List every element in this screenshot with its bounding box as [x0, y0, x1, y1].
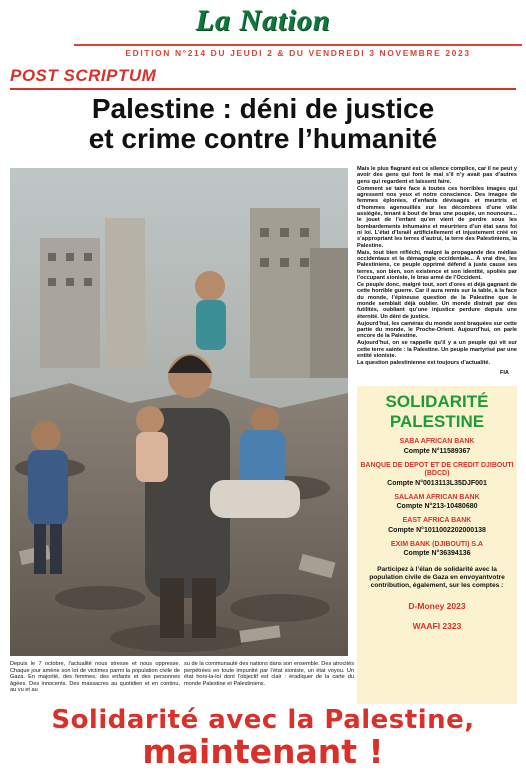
payment-option: WAAFI 2323	[412, 620, 462, 631]
article-paragraph: Mais, tout bien réfléchi, malgré la propagande des médias occidentaux et la démagogie occidentale... À vrai dire, les Palestiniens, ce peuple opprimé défend à juste cause ses terres, son bien, son existence et son identité, spoliés par l’occupant sioniste, le bras armé de l’Occident.	[357, 249, 517, 282]
solidarity-title-line-1: SOLIDARITÉ	[385, 392, 489, 411]
news-photo	[10, 168, 348, 656]
bank-name: BANQUE DE DEPOT ET DE CREDIT DJIBOUTI (BDCD)	[360, 461, 514, 477]
bank-name: EXIM BANK (DJIBOUTI) S.A	[390, 540, 484, 548]
edition-bar	[74, 44, 522, 60]
author-signature: FIA	[500, 370, 509, 376]
bank-name: EAST AFRICA BANK	[402, 517, 472, 524]
bank-account: Compte N°11589367	[403, 447, 471, 455]
bank-account: Compte N°1011002202000138	[388, 526, 486, 534]
bank-name: SABA AFRICAN BANK	[399, 438, 475, 445]
article-paragraph: Aujourd’hui, les caméras du monde sont braquées sur cette partie du monde, le Proche-Orient. Aujourd’hui, on parle encore de la Palestine.	[357, 320, 517, 340]
article-paragraph: Comment se taire face à toutes ces horribles images qui agressent nos yeux et notre conscience. Des images de femmes éplorées, d’enfants dévisagés et meurtris et d’hommes agenouillés sur les décombres d’une ville assiégée, tenant à bout de bras une poupée, un nounours... le jouet de l’enfant qu’en vient de perdre sous les bombardements inhumains et meurtriers d’un état sans foi ni loi. L’état d’Israël artificiellement et injustement créé en s’appropriant les terres d’autrui, la terre des Palestiniens, la Palestine.	[357, 185, 517, 249]
article-paragraph: La question palestinienne est toujours d’actualité.	[357, 359, 491, 366]
solidarity-appeal: Participez à l’élan de solidarité avec la population civile de Gaza en envoyantvotre contribution, également, sur les comptes :	[369, 566, 505, 590]
bank-account: Compte N°0013113L35DJF001	[387, 479, 487, 487]
footer-banner	[0, 705, 526, 769]
section-label: POST SCRIPTUM	[10, 66, 157, 85]
article-paragraph: Aujourd’hui, on se rappelle qu’il y a un peuple qui vit sur cette terre sainte : la Palestine. Un peuple martyrisé par une entité sioniste.	[357, 340, 517, 359]
headline-line-2: et crime contre l’humanité	[88, 123, 438, 154]
section-divider	[10, 88, 516, 90]
bank-entry	[357, 541, 517, 559]
bank-entry	[357, 517, 517, 535]
payment-option: D-Money 2023	[408, 600, 466, 611]
headline-line-1: Palestine : déni de justice	[91, 93, 435, 124]
bottom-article-left: Depuis le 7 octobre, l’actualité nous stresse et nous oppresse. Chaque jour amène son lot de victimes parmi la population civile de Gaza. En majorité, des femmes, des enfants et des personnes âgées. Des innocents. Des massacres au quotidien et en continu, au vu et au	[10, 661, 180, 693]
masthead-logo: La Nation	[195, 4, 331, 37]
headline	[0, 94, 526, 154]
article-body	[357, 166, 517, 380]
footer-line-1: Solidarité avec la Palestine,	[51, 705, 475, 735]
footer-line-2: maintenant !	[142, 732, 384, 771]
bank-entry	[357, 438, 517, 456]
solidarity-panel	[357, 386, 517, 704]
photo-illustration	[10, 168, 348, 656]
bank-name: SALAAM AFRICAN BANK	[394, 493, 480, 501]
edition-info: EDITION N°214 DU JEUDI 2 & DU VENDREDI 3 NOVEMBRE 2023	[125, 48, 471, 58]
bank-entry	[357, 462, 517, 488]
solidarity-title-line-2: PALESTINE	[389, 412, 485, 431]
article-paragraph: Mais le plus flagrant est ce silence complice, car il ne peut y avoir des gens qui font le mal s’il n’y avait pas d’autres gens qui regardent et laissent faire.	[357, 166, 517, 185]
solidarity-title	[357, 392, 517, 432]
bank-entry	[357, 494, 517, 512]
bank-account: Compte N°36394136	[403, 550, 471, 557]
bottom-article-right: su de la communauté des nations dans son ensemble. Des atrocités perpétrées en toute impunité par l’état sioniste, un état voyou. Un état hors-la-loi dont l’objectif est clair : éradiquer de la carte du monde Palestine et Palestiniens.	[184, 661, 354, 687]
bank-account: Compte N°213-10480680	[396, 503, 478, 510]
article-paragraph: Ce peuple donc, malgré tout, sort d’ores et déjà gagnant de cette horrible guerre. Car il aura remis sur la table, à la face du monde, l’épineuse question de la Palestine que le monde semblait déjà oublier. Un monde distrait par des futilités, oubliant qu’une injustice perdure depuis une éternité. Un déni de justice.	[357, 281, 517, 320]
